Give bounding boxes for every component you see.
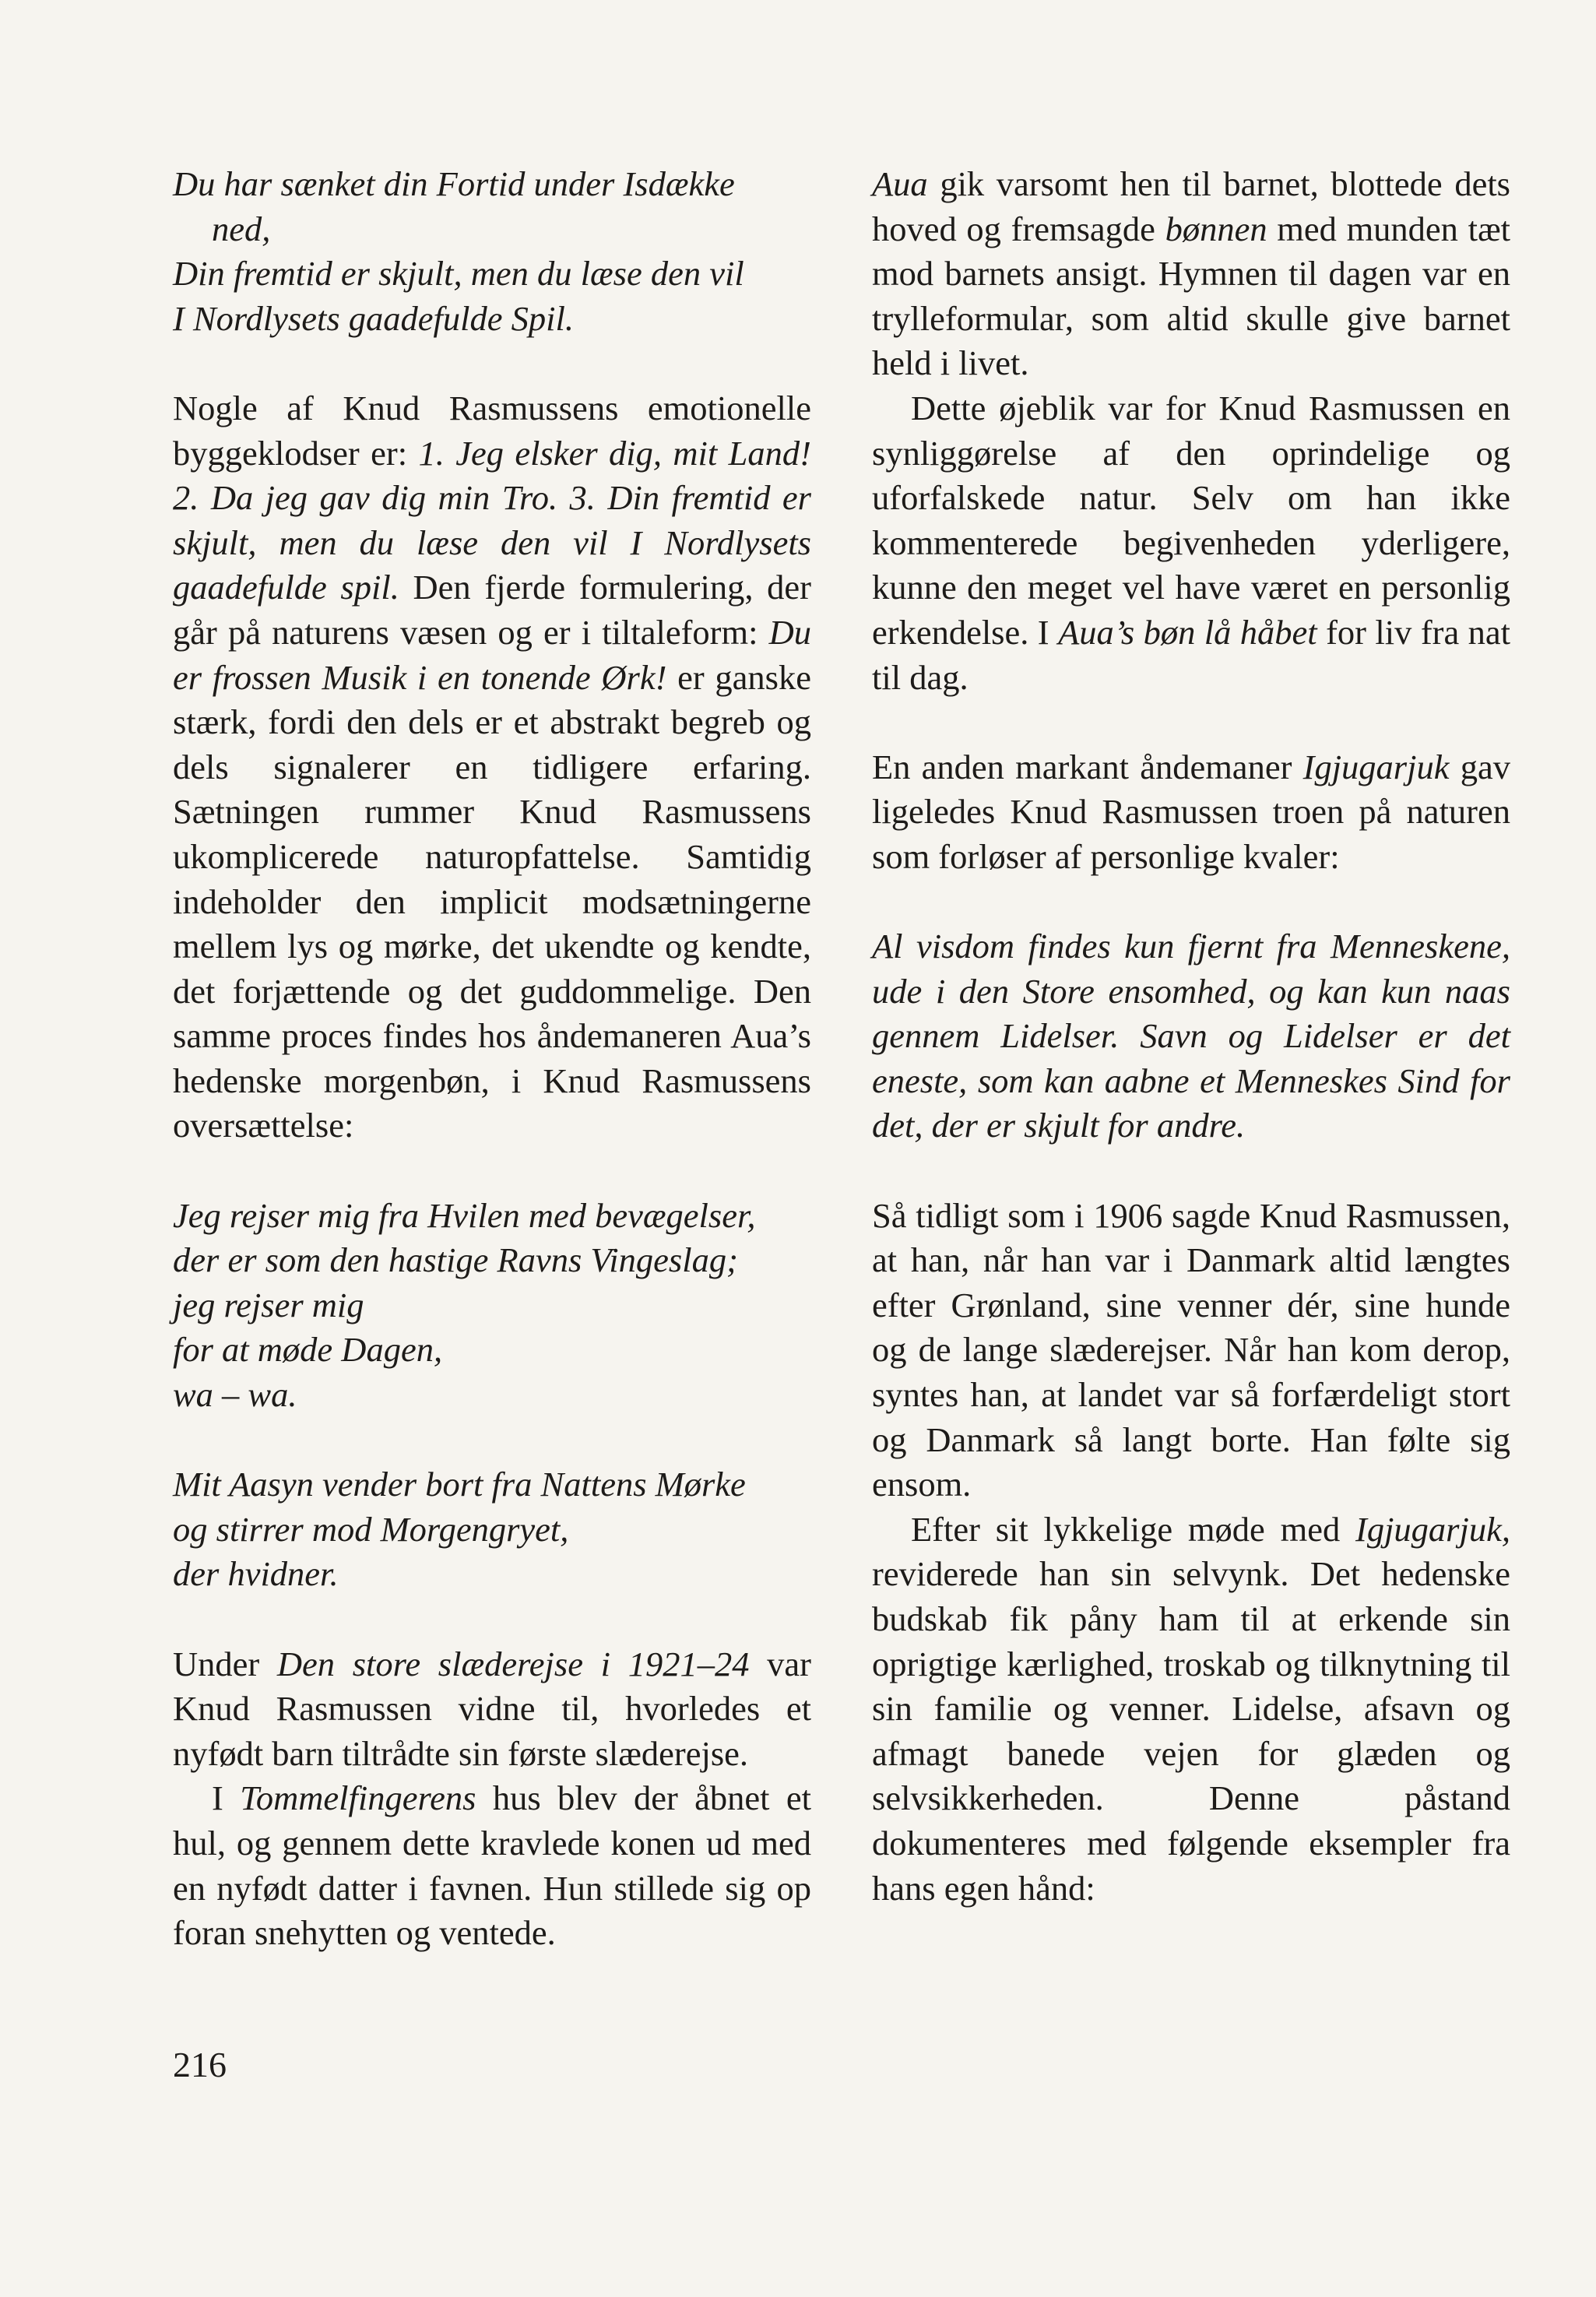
verse-line: og stirrer mod Morgengryet,: [173, 1509, 569, 1549]
verse-line: Din fremtid er skjult, men du læse den vil: [173, 254, 744, 294]
paragraph: Nogle af Knud Rasmussens emotionelle byggeklodser er: 1. Jeg elsker dig, mit Land! 2. Da jeg gav dig min Tro. 3. Din fremtid er skjult, men du læse den vil I Nordlysets gaadefulde spil. Den fjerde formulering, der går på naturens væsen og er i tiltaleform: Du er frossen Musik i en tonende Ørk! er ganske stærk, fordi den dels er et abstrakt begreb og dels signalerer en tidligere erfaring. Sætningen rummer Knud Rasmussens ukomplicerede naturopfattelse. Samtidig indeholder den implicit modsætningerne mellem lys og mørke, det ukendte og kendte, det forjættende og det guddommelige. Den samme proces findes hos åndemaneren Aua’s hedenske morgenbøn, i Knud Rasmussens oversættelse:: [173, 388, 811, 1145]
verse-line: jeg rejser mig: [173, 1285, 364, 1324]
paragraph: Så tidligt som i 1906 sagde Knud Rasmussen, at han, når han var i Danmark altid længtes efter Grønland, sine venner dér, sine hunde og de lange slæderejser. Når han kom derop, syntes han, at landet var så forfærdeligt stort og Danmark så langt borte. Han følte sig ensom.: [872, 1195, 1510, 1504]
paragraph: I Tommelfingerens hus blev der åbnet et hul, og gennem dette kravlede konen ud med en nyfødt datter i favnen. Hun stillede sig op foran snehytten og ventede.: [173, 1778, 811, 1953]
verse-line: der er som den hastige Ravns Vingeslag;: [173, 1240, 738, 1280]
verse-line: Du har sænket din Fortid under Isdække: [173, 164, 735, 203]
right-column: [872, 162, 1510, 1911]
paragraph: Under Den store slæderejse i 1921–24 var Knud Rasmussen vidne til, hvorledes et nyfødt barn tiltrådte sin første slæderejse.: [173, 1644, 811, 1773]
verse-line: ned,: [212, 209, 271, 248]
paragraph: Aua gik varsomt hen til barnet, blottede dets hoved og fremsagde bønnen med munden tæt mod barnets ansigt. Hymnen til dagen var en trylleformular, som altid skulle give barnet held i livet.: [872, 164, 1511, 383]
poem-stanza-3: [173, 1462, 811, 1597]
poem-stanza-1: [173, 162, 811, 341]
poem-stanza-2: [173, 1194, 811, 1418]
verse-line: wa – wa.: [173, 1375, 297, 1415]
page-number: 216: [173, 2045, 227, 2084]
paragraph: Efter sit lykkelige møde med Igjugarjuk, reviderede han sin selvynk. Det hedenske budskab fik påny ham til at erkende sin oprigtige kærlighed, troskab og tilknytning til sin familie og venner. Lidelse, afsavn og afmagt banede vejen for glæden og selvsikkerheden. Denne påstand dokumenteres med følgende eksempler fra hans egen hånd:: [872, 1509, 1510, 1908]
paragraph: En anden markant åndemaner Igjugarjuk gav ligeledes Knud Rasmussen troen på naturen som forløser af personlige kvaler:: [872, 747, 1510, 876]
verse-line: I Nordlysets gaadefulde Spil.: [173, 298, 574, 338]
verse-line: for at møde Dagen,: [173, 1330, 443, 1370]
verse-line: Mit Aasyn vender bort fra Nattens Mørke: [173, 1465, 746, 1504]
verse-line: der hvidner.: [173, 1554, 339, 1594]
paragraph: Dette øjeblik var for Knud Rasmussen en synliggørelse af den oprindelige og uforfalskede natur. Selv om han ikke kommenterede begivenheden yderligere, kunne den meget vel have været en personlig erkendelse. I Aua’s bøn lå håbet for liv fra nat til dag.: [872, 388, 1511, 697]
left-column: [173, 162, 811, 1956]
verse-line: Jeg rejser mig fra Hvilen med bevægelser,: [173, 1195, 756, 1235]
block-quote: Al visdom findes kun fjernt fra Menneskene, ude i den Store ensomhed, og kan kun naas gennem Lidelser. Savn og Lidelser er det eneste, som kan aabne et Menneskes Sind for det, der er skjult for andre.: [872, 927, 1510, 1145]
